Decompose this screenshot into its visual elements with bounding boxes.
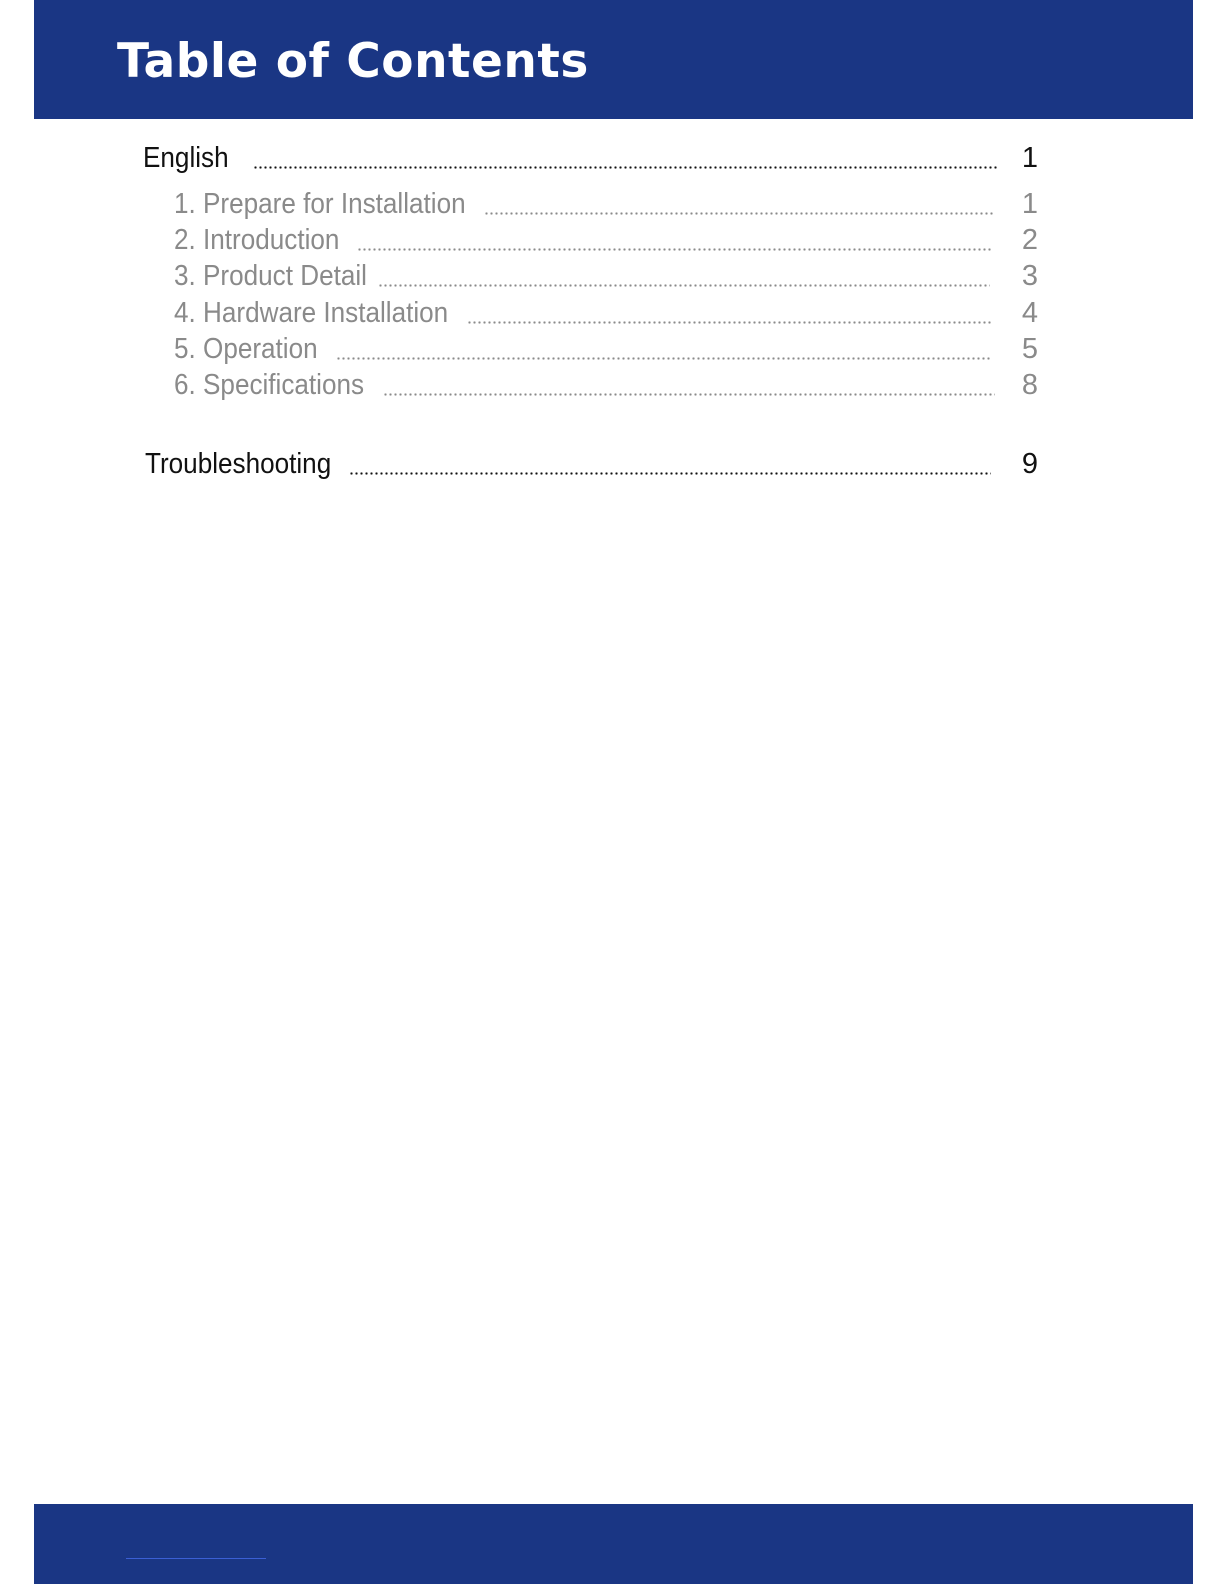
toc-page-number: 1 (1021, 188, 1038, 220)
dot-leader (349, 472, 991, 475)
dot-leader (383, 393, 995, 396)
dot-leader (253, 166, 998, 169)
dot-leader (467, 321, 992, 324)
toc-page-number: 9 (1021, 448, 1038, 480)
toc-entry-troubleshooting[interactable] (145, 446, 1038, 482)
toc-entry-label: 6. Specifications (174, 369, 365, 401)
dot-leader (336, 357, 992, 360)
toc-entry-english[interactable] (143, 140, 1038, 176)
dot-leader (357, 248, 992, 251)
toc-entry-label: 5. Operation (174, 333, 318, 365)
toc-entry-operation[interactable] (174, 331, 1038, 367)
toc-entry-specifications[interactable] (174, 367, 1038, 403)
toc-page-number: 4 (1021, 297, 1038, 329)
toc-page-number: 1 (1021, 142, 1038, 174)
toc-page-number: 2 (1021, 224, 1038, 256)
toc-page-number: 5 (1021, 333, 1038, 365)
dot-leader (378, 284, 990, 287)
toc-entry-label: English (143, 142, 229, 174)
toc-entry-prepare-for-installation[interactable] (174, 186, 1038, 222)
toc-entry-hardware-installation[interactable] (174, 295, 1038, 331)
dot-leader (484, 212, 994, 215)
page-title: Table of Contents (117, 34, 589, 89)
toc-entry-label: 4. Hardware Installation (174, 297, 449, 329)
toc-entry-label: 2. Introduction (174, 224, 340, 256)
toc-entry-label: 1. Prepare for Installation (174, 188, 466, 220)
toc-entry-introduction[interactable] (174, 222, 1038, 258)
toc-page-number: 8 (1021, 369, 1038, 401)
footer-band (34, 1504, 1193, 1584)
table-of-contents (0, 0, 1224, 520)
toc-entry-label: Troubleshooting (145, 448, 332, 480)
footer-divider (126, 1558, 266, 1559)
toc-entry-product-detail[interactable] (174, 258, 1038, 294)
toc-entry-label: 3. Product Detail (174, 260, 367, 292)
toc-page-number: 3 (1021, 260, 1038, 292)
